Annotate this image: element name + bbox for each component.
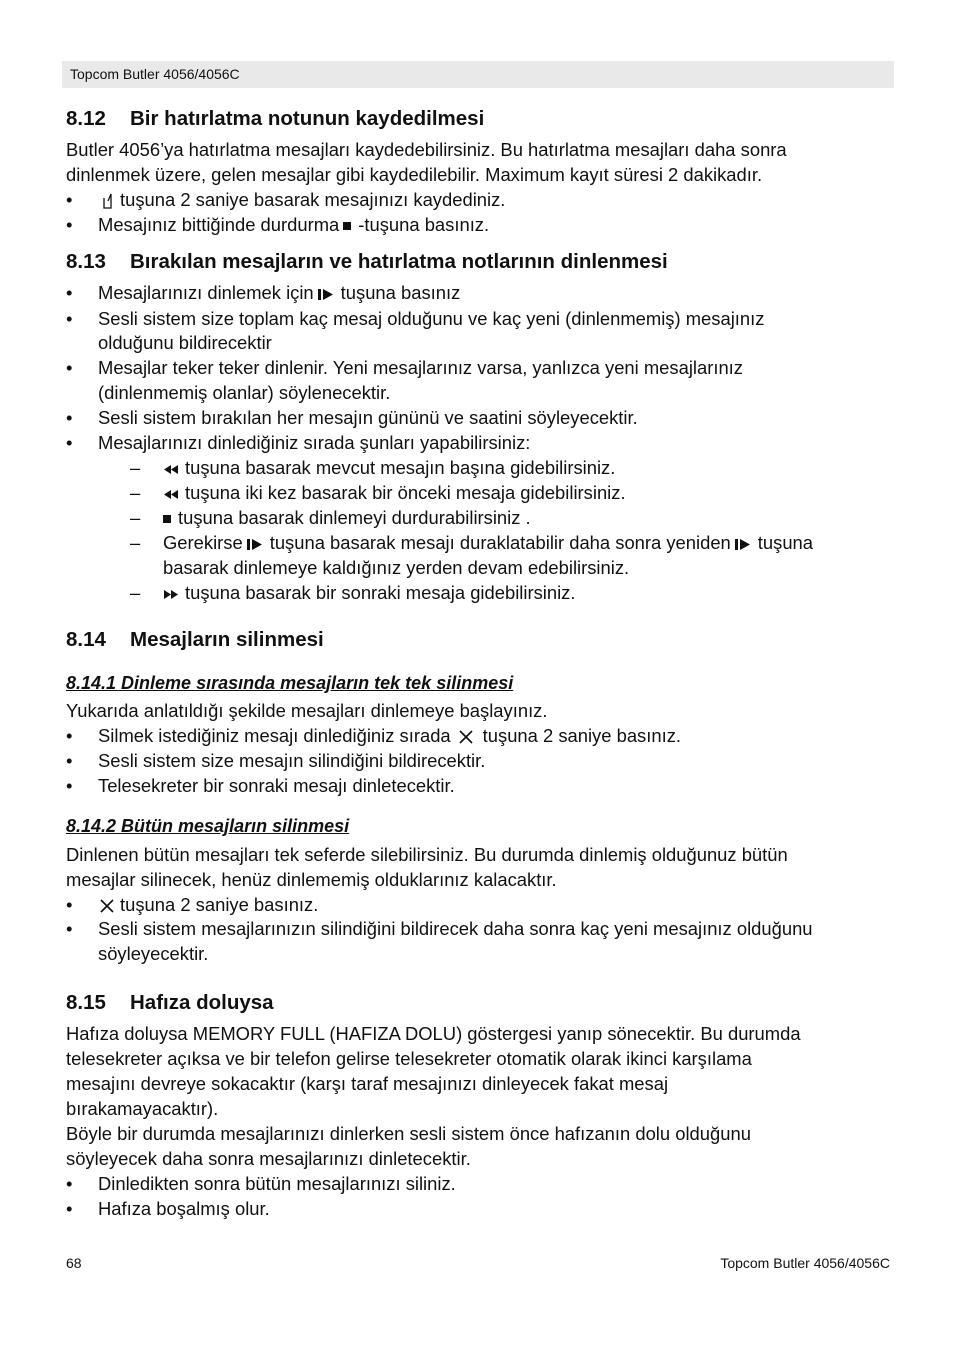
paragraph: Hafıza doluysa MEMORY FULL (HAFIZA DOLU) göstergesi yanıp sönecektir. Bu durumda (66, 1023, 801, 1044)
skip-forward-icon (163, 589, 179, 599)
paragraph: telesekreter açıksa ve bir telefon gelirse telesekreter otomatik olarak ikinci karşılama (66, 1048, 752, 1069)
paragraph: Dinlenen bütün mesajları tek seferde silebilirsiniz. Bu durumda dinlemiş olduğunuz bütün (66, 844, 788, 865)
section-heading-8-12: 8.12 Bir hatırlatma notunun kaydedilmesi (66, 107, 485, 130)
section-heading-8-13: 8.13 Bırakılan mesajların ve hatırlatma notlarının dinlenmesi (66, 250, 668, 273)
paragraph: Butler 4056’ya hatırlatma mesajları kaydedebilirsiniz. Bu hatırlatma mesajları daha sonra (66, 139, 787, 160)
play-pause-icon (247, 538, 264, 551)
section-heading-8-15: 8.15 Hafıza doluysa (66, 991, 274, 1014)
subsection-heading-8-14-2: 8.14.2 Bütün mesajların silinmesi (66, 816, 350, 836)
paragraph: dinlenmek üzere, gelen mesajlar gibi kaydedilebilir. Maximum kayıt süresi 2 dakikadır. (66, 164, 763, 185)
paragraph: Yukarıda anlatıldığı şekilde mesajları dinlemeye başlayınız. (66, 700, 548, 721)
page-number: 68 (66, 1255, 82, 1271)
stop-icon (343, 222, 352, 231)
header-title: Topcom Butler 4056/4056C (70, 66, 240, 82)
subsection-heading-8-14-1: 8.14.1 Dinleme sırasında mesajların tek tek silinmesi (66, 673, 514, 693)
play-pause-icon (318, 288, 335, 301)
paragraph: söyleyecek daha sonra mesajlarınızı dinletecektir. (66, 1148, 471, 1169)
play-pause-icon (735, 538, 752, 551)
page-header (62, 61, 894, 88)
memo-icon (102, 192, 114, 210)
paragraph: mesajını devreye sokacaktır (karşı taraf mesajınızı dinleyecek fakat mesaj (66, 1073, 669, 1094)
section-heading-8-14: 8.14 Mesajların silinmesi (66, 628, 324, 651)
stop-icon (163, 515, 172, 524)
paragraph: Böyle bir durumda mesajlarınızı dinlerken sesli sistem önce hafızanın dolu olduğunu (66, 1123, 751, 1144)
paragraph: bırakamayacaktır). (66, 1098, 219, 1119)
paragraph: mesajlar silinecek, henüz dinlememiş olduklarınız kalacaktır. (66, 869, 557, 890)
delete-icon (100, 899, 114, 913)
delete-icon (459, 730, 473, 744)
rewind-icon (163, 464, 179, 474)
footer-title: Topcom Butler 4056/4056C (720, 1255, 890, 1271)
rewind-icon (163, 489, 179, 499)
